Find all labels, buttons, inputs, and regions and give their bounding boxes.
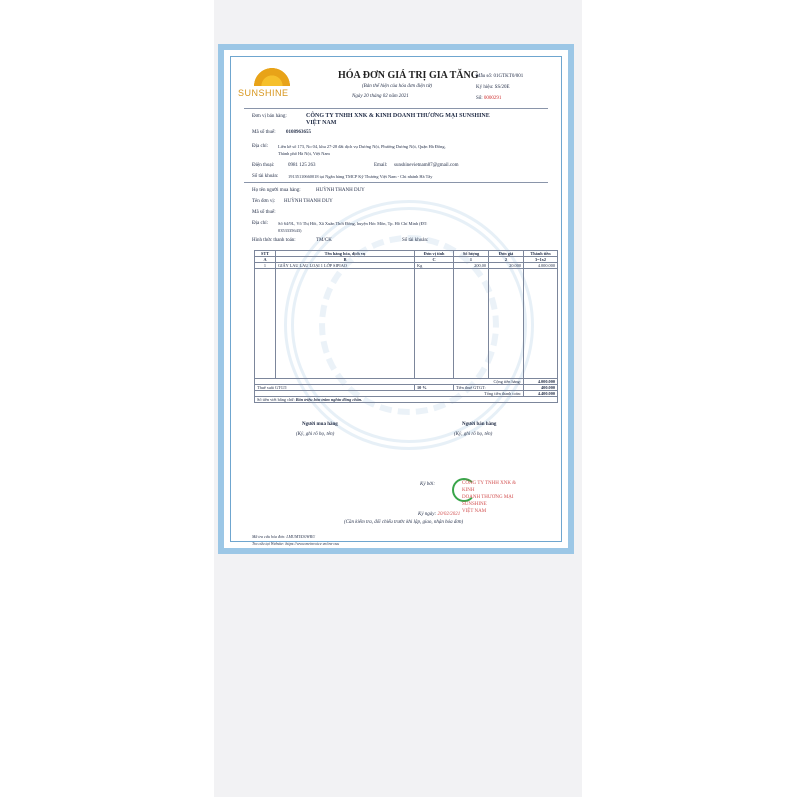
seller-tax-code: 0108963655 bbox=[286, 130, 311, 135]
seller-address-label: Địa chỉ: bbox=[252, 144, 268, 149]
digital-signature bbox=[452, 478, 522, 518]
cell: 200,00 bbox=[454, 263, 489, 269]
invoice-document bbox=[218, 44, 574, 554]
vat-rate: 10 % bbox=[415, 385, 454, 391]
buyer-address-label: Địa chỉ: bbox=[252, 221, 268, 226]
total-value: 4.000.000 bbox=[524, 379, 558, 385]
buyer-name-label: Họ tên người mua hàng: bbox=[252, 188, 301, 193]
col-code: 2 bbox=[489, 257, 524, 263]
grand-total-value: 4.400.000 bbox=[524, 391, 558, 397]
cell: GIẤY LAU LAU LOẠI 1 LỚP SIPIAO bbox=[276, 263, 415, 269]
payment-method-label: Hình thức thanh toán: bbox=[252, 238, 296, 243]
signed-date: Ký ngày: 20/02/2021 bbox=[418, 512, 461, 517]
col-code: 3=1x2 bbox=[524, 257, 558, 263]
vat-label: Tiền thuế GTGT: bbox=[454, 385, 524, 391]
cell: Kg bbox=[415, 263, 454, 269]
invoice-subtitle: (Bản thể hiện của hóa đơn điện tử) bbox=[362, 84, 432, 89]
seller-name-line2: VIỆT NAM bbox=[306, 120, 337, 126]
col-code: 1 bbox=[454, 257, 489, 263]
logo-text: SUNSHINE bbox=[238, 88, 289, 98]
col-header: Đơn vị tính bbox=[415, 251, 454, 257]
seller-tax-label: Mã số thuế: bbox=[252, 130, 276, 135]
buyer-signature-title: Người mua hàng bbox=[302, 422, 338, 427]
buyer-signature-note: (Ký, ghi rõ họ, tên) bbox=[296, 432, 335, 437]
seller-signature-note: (Ký, ghi rõ họ, tên) bbox=[454, 432, 493, 437]
vat-value: 400.000 bbox=[524, 385, 558, 391]
lookup-website: Tra cứu tại Website: https://www.meinvoice.vn/tra-cuu bbox=[252, 541, 340, 546]
divider bbox=[244, 182, 548, 183]
seller-label: Đơn vị bán hàng: bbox=[252, 114, 287, 119]
seller-phone-label: Điện thoại: bbox=[252, 163, 275, 168]
seller-address-line2: Thành phố Hà Nội, Việt Nam bbox=[278, 151, 330, 156]
divider bbox=[244, 108, 548, 109]
grand-total-label: Tổng tiền thanh toán: bbox=[255, 391, 524, 397]
seller-email: sunshinevietnam87@gmail.com bbox=[394, 163, 459, 168]
payment-method: TM/CK bbox=[316, 238, 332, 243]
col-code: C bbox=[415, 257, 454, 263]
seller-phone: 0981 125 263 bbox=[288, 163, 316, 168]
buyer-name: HUỲNH THANH DUY bbox=[316, 188, 365, 193]
sunshine-logo bbox=[238, 62, 308, 102]
check-note: (Cần kiểm tra, đối chiếu trước khi lập, giao, nhận hóa đơn) bbox=[344, 520, 464, 525]
seller-name: CÔNG TY TNHH XNK & KINH DOANH THƯƠNG MẠI SUNSHINE bbox=[306, 113, 490, 119]
col-header: Đơn giá bbox=[489, 251, 524, 257]
seller-account-label: Số tài khoản: bbox=[252, 174, 279, 179]
vat-rate-label: Thuế suất GTGT: bbox=[255, 385, 415, 391]
buyer-account-label: Số tài khoản: bbox=[402, 238, 429, 243]
buyer-unit: HUỲNH THANH DUY bbox=[284, 199, 333, 204]
buyer-tax-label: Mã số thuế: bbox=[252, 210, 276, 215]
buyer-address-line2: 0353335643) bbox=[278, 228, 302, 233]
col-code: B bbox=[276, 257, 415, 263]
sun-icon bbox=[252, 64, 292, 86]
seller-email-label: Email: bbox=[374, 163, 388, 168]
signature-company: CÔNG TY TNHH XNK & KINH DOANH THƯƠNG MẠI SUNSHINE VIỆT NAM bbox=[462, 481, 517, 514]
signed-by-label: Ký bởi: bbox=[420, 482, 436, 487]
total-label: Cộng tiền hàng: bbox=[255, 379, 524, 385]
seller-account: 19135110660018 tại Ngân hàng TMCP Kỹ Thương Việt Nam - Chi nhánh Hà Tây bbox=[288, 174, 433, 179]
col-code: A bbox=[255, 257, 276, 263]
invoice-date: Ngày 20 tháng 02 năm 2021 bbox=[352, 94, 409, 99]
lookup-code: Mã tra cứu hóa đơn: LMUMT430WRU bbox=[252, 534, 316, 539]
cell: 4.000.000 bbox=[524, 263, 558, 269]
empty-row bbox=[255, 269, 558, 379]
seller-address: Liền kề số 173, No 04, khu 27-28 đất dịch vụ Dương Nội, Phường Dương Nội, Quận Hà Đông, bbox=[278, 144, 446, 149]
invoice-form-number: Mẫu số: 01GTKT0/001 bbox=[476, 74, 524, 79]
col-header: Tên hàng hóa, dịch vụ bbox=[276, 251, 415, 257]
col-header: Số lượng bbox=[454, 251, 489, 257]
invoice-number: 0000291 bbox=[483, 96, 502, 101]
seller-signature-title: Người bán hàng bbox=[462, 422, 497, 427]
buyer-unit-label: Tên đơn vị: bbox=[252, 199, 276, 204]
items-table bbox=[254, 250, 558, 403]
col-header: Thành tiền bbox=[524, 251, 558, 257]
cell: 20.000 bbox=[489, 263, 524, 269]
words-row bbox=[255, 397, 558, 403]
invoice-number-label: Số: 0000291 bbox=[476, 96, 502, 101]
buyer-address: Số 64/9L, Võ Thị Hồi, Xã Xuân Thới Đông, huyện Hóc Môn, Tp. Hồ Chí Minh (ĐT: bbox=[278, 221, 428, 226]
col-header: STT bbox=[255, 251, 276, 257]
invoice-symbol: Ký hiệu: SS/20E bbox=[476, 85, 510, 90]
amount-in-words: Số tiền viết bằng chữ: Bốn triệu bốn trăm nghìn đồng chẵn. bbox=[255, 397, 558, 403]
invoice-title: HÓA ĐƠN GIÁ TRỊ GIA TĂNG bbox=[338, 70, 479, 81]
cell: 1 bbox=[255, 263, 276, 269]
